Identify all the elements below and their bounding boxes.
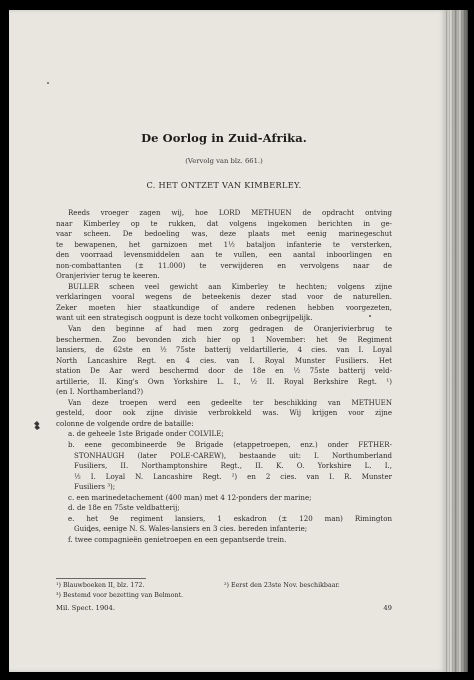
body-line: naar Kimberley op te rukken, dat volgens ingekomen berichten in ge- bbox=[56, 218, 392, 228]
page-footer bbox=[56, 604, 392, 612]
body-line: Reeds vroeger zagen wij, hoe LORD METHUEN de opdracht ontving bbox=[68, 208, 392, 217]
body-line: BULLER scheen veel gewicht aan Kimberley te hechten; volgens zijne bbox=[68, 281, 392, 291]
article-body bbox=[56, 208, 392, 546]
body-line: Van deze troepen werd een gedeelte ter beschikking van METHUEN bbox=[68, 397, 392, 407]
article-title: De Oorlog in Zuid-Afrika. bbox=[141, 131, 307, 145]
body-line: STONHAUGH (later POLE-CAREW), bestaande uit: I. Northumberland bbox=[74, 450, 392, 460]
body-line: Zeker moeten hier staatkundige of andere redenen hebben voorgezeten, bbox=[56, 302, 392, 312]
body-line: d. de 18e en 75ste veldbatterij; bbox=[68, 503, 180, 513]
footnote-rule bbox=[56, 578, 146, 579]
body-line: Fusiliers ³); bbox=[74, 482, 116, 492]
body-line: non-combattanten (± 11.000) te verwijderen en vervolgens naar de bbox=[56, 260, 392, 270]
body-line: beschermen. Zoo bevonden zich hier op 1 November: het 9e Regiment bbox=[56, 334, 392, 344]
body-line: b. eene gecombineerde 9e Brigade (etappetroepen, enz.) onder FETHER- bbox=[68, 440, 392, 450]
body-line: e. het 9e regiment lansiers, 1 eskadron (± 120 man) Rimington bbox=[68, 513, 392, 523]
body-line: gesteld, door ook zijne divisie verbrokkeld was. Wij krijgen voor zijne bbox=[56, 408, 392, 418]
body-line: (en I. Northamberland?) bbox=[56, 387, 144, 397]
body-line: want uit een strategisch oogpunt is deze tocht volkomen onbegrijpelijk. bbox=[56, 313, 313, 323]
body-line: te bewapenen, het garnizoen met 1½ bataljon infanterie te versterken, bbox=[56, 239, 392, 249]
footnote-row bbox=[56, 591, 392, 601]
footnote-1: ¹) Blauwboeken II, blz. 172. bbox=[56, 582, 145, 589]
continued-note: (Vervolg van blz. 661.) bbox=[185, 157, 263, 165]
footnote-row bbox=[56, 581, 392, 591]
page-edge bbox=[446, 10, 468, 672]
body-line: f. twee compagnieën genietroepen en een gepantserde trein. bbox=[68, 534, 287, 544]
footnote-3: ³) Bestemd voor bezetting van Belmont. bbox=[56, 592, 184, 599]
body-line: c. een marinedetachement (400 man) met 4 12-ponders der marine; bbox=[68, 492, 312, 502]
body-line: Oranjerivier terug te keeren. bbox=[56, 271, 160, 281]
body-line: Fusiliers, II. Northamptonshire Regt., II. K. O. Yorkshire L. I., bbox=[74, 461, 392, 471]
body-line: station De Aar werd beschermd door de 18e en ½ 75ste batterij veld- bbox=[56, 366, 392, 376]
journal-signature: Mil. Spect. 1904. bbox=[56, 604, 115, 612]
footnote-2: ²) Eerst den 23ste Nov. beschikbaar. bbox=[224, 582, 340, 589]
body-line: Guides, eenige N. S. Wales-lansiers en 3 cies. bereden infanterie; bbox=[74, 524, 308, 534]
body-line: den voorraad levensmiddelen aan te vullen, een aantal inboorlingen en bbox=[56, 250, 392, 260]
ink-blot-mark bbox=[34, 421, 40, 430]
body-line: artillerie, II. King's Own Yorkshire L. I., ½ II. Royal Berkshire Regt. ¹) bbox=[56, 376, 392, 386]
section-heading: C. HET ONTZET VAN KIMBERLEY. bbox=[146, 180, 302, 190]
footnotes bbox=[56, 581, 392, 601]
body-line: verklaringen vooral wegens de beteekenis dezer stad voor de naturellen. bbox=[56, 292, 392, 302]
body-line: ½ I. Loyal N. Lancashire Regt. ²) en 2 cies. van I. R. Munster bbox=[74, 471, 392, 481]
body-line: lansiers, de 62ste en ½ 75ste batterij veldartillerie, 4 cies. van I. Loyal bbox=[56, 345, 392, 355]
page-number: 49 bbox=[383, 604, 392, 612]
body-line: North Lancashire Regt. en 4 cies. van I. Royal Munster Fusiliers. Het bbox=[56, 355, 392, 365]
body-line: colonne de volgende ordre de bataille: bbox=[56, 418, 194, 428]
body-line: Van den beginne af had men zorg gedragen de Oranjerivierbrug te bbox=[68, 324, 392, 334]
body-line: vaar scheen. De bedoeling was, deze plaats met eenig marinegeschut bbox=[56, 229, 392, 239]
body-line: a. de geheele 1ste Brigade onder COLVILE; bbox=[68, 429, 224, 439]
